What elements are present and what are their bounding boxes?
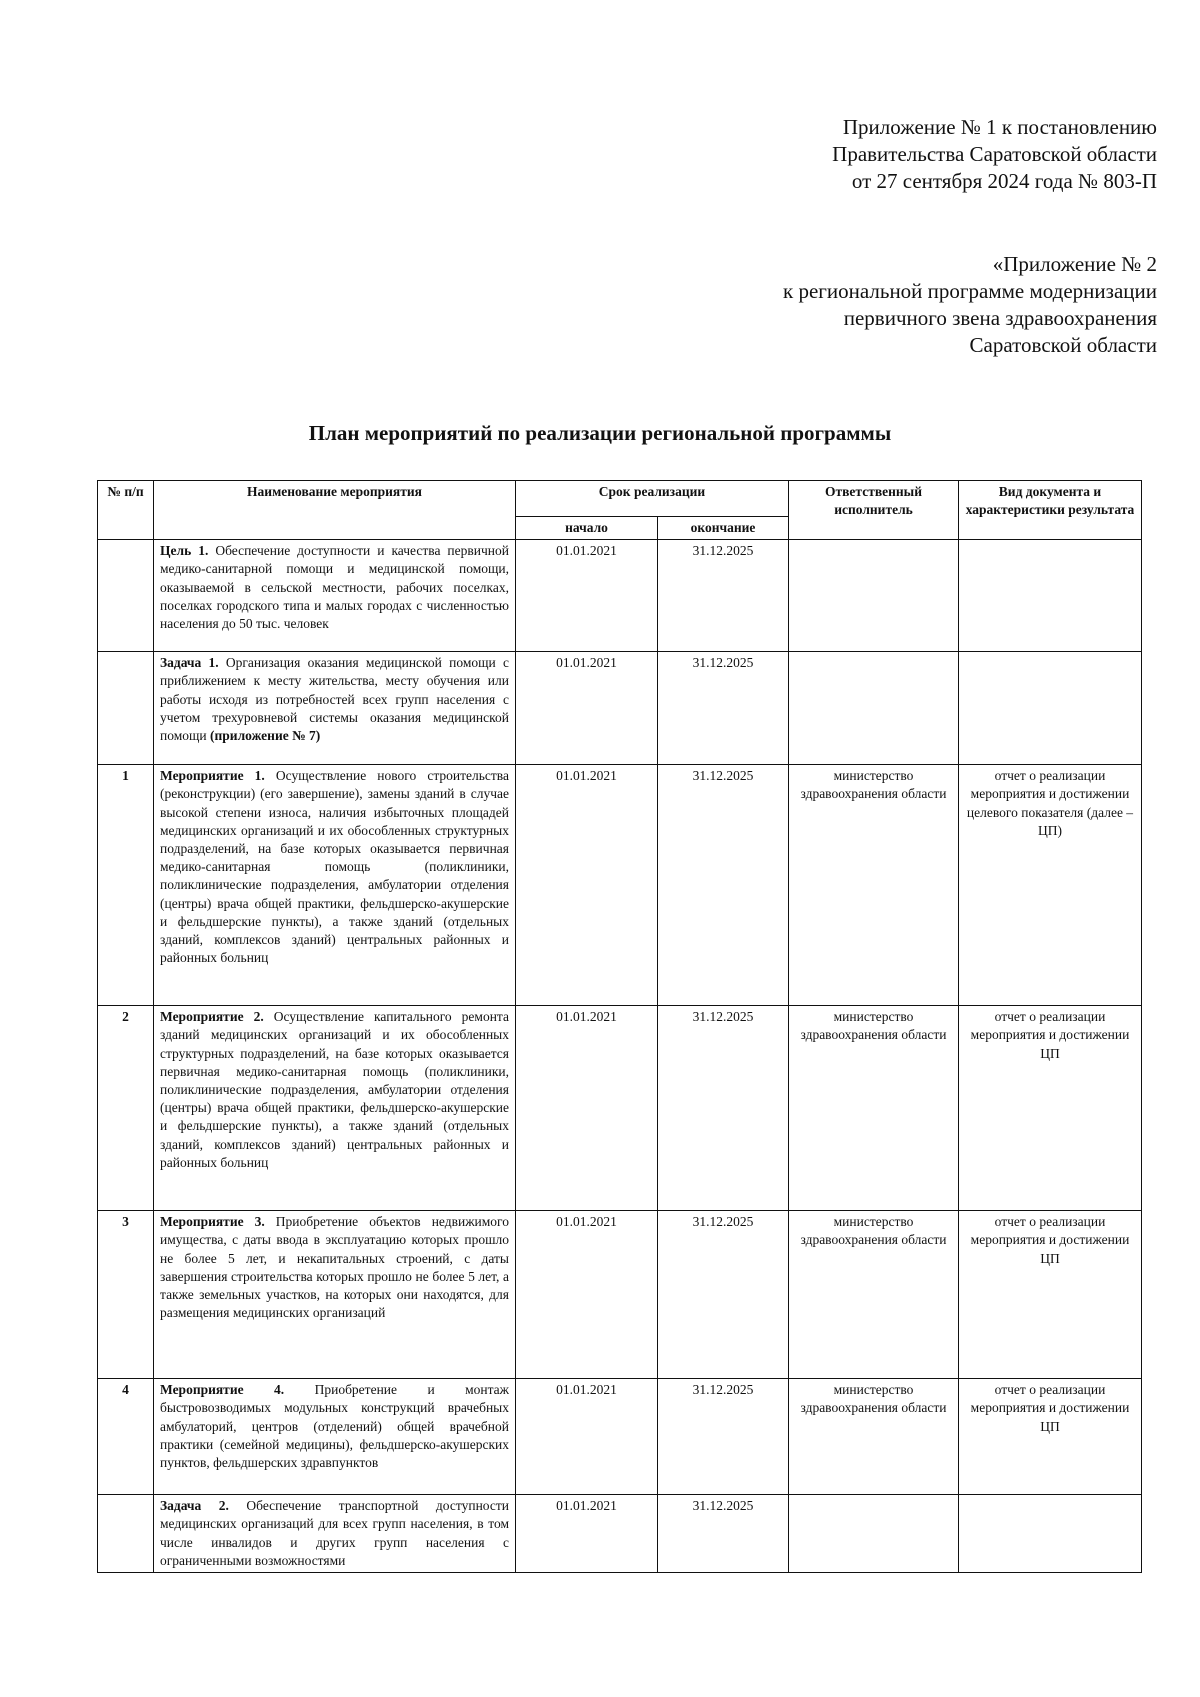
row-name: [154, 765, 516, 1006]
row-num: 1: [98, 765, 154, 1006]
header-name: Наименование мероприятия: [154, 481, 516, 540]
table-row: [98, 1379, 1142, 1495]
row-name-text: Осуществление капитального ремонта зданий медицинских организаций и их обособленных структурных подразделений, на базе которых оказывается первичная медико-санитарная помощь (поликлиники, поликлинические подразделения, амбулатории отделения (центры) врача общей практики, фельдшерско-акушерские и фельдшерские пункты), а также зданий (отдельных зданий, комплексов зданий) центральных районных и районных больниц: [160, 1009, 509, 1170]
row-end-date: 31.12.2025: [658, 540, 789, 652]
row-doc: [959, 1495, 1142, 1573]
row-name-label: Мероприятие 3.: [160, 1214, 265, 1230]
row-executor: [789, 1495, 959, 1573]
row-start-date: 01.01.2021: [516, 1379, 658, 1495]
header-num: № п/п: [98, 481, 154, 540]
row-name-text: Осуществление нового строительства (реконструкции) (его завершение), замены зданий в случае высокой степени износа, наличия избыточных площадей медицинских организаций и их обособленных структурных подразделений, на базе которых оказывается первичная медико-санитарная помощь (поликлиники, поликлинические подразделения, амбулатории отделения (центры) врача общей практики, фельдшерско-акушерские и фельдшерские пункты), а также зданий (отдельных зданий, комплексов зданий) центральных районных и районных больниц: [160, 768, 509, 966]
action-plan-table: [97, 480, 1142, 1573]
row-start-date: 01.01.2021: [516, 1006, 658, 1211]
appendix-header: [832, 114, 1157, 195]
appendix-header-line: Приложение № 1 к постановлению: [842, 115, 1157, 139]
header-start: начало: [516, 517, 658, 540]
row-name-label: Задача 2.: [160, 1498, 229, 1514]
row-doc: отчет о реализации мероприятия и достижении ЦП: [959, 1211, 1142, 1379]
row-name-label: Мероприятие 1.: [160, 768, 265, 784]
row-end-date: 31.12.2025: [658, 1379, 789, 1495]
program-appendix-header-line: первичного звена здравоохранения: [843, 306, 1157, 330]
program-appendix-header: [783, 251, 1157, 359]
row-executor: министерство здравоохранения области: [789, 765, 959, 1006]
row-name-text: Приобретение объектов недвижимого имущества, с даты ввода в эксплуатацию которых прошло не более 5 лет, и некапитальных строений, с даты завершения строительства которых прошло не более 5 лет, а также земельных участков, на которых они находятся, для размещения медицинских организаций: [160, 1214, 509, 1321]
table-row: [98, 1211, 1142, 1379]
row-start-date: 01.01.2021: [516, 765, 658, 1006]
row-name-label: Мероприятие 2.: [160, 1009, 264, 1025]
header-end: окончание: [658, 517, 789, 540]
row-num: 4: [98, 1379, 154, 1495]
row-name-text: Обеспечение доступности и качества первичной медико-санитарной помощи и медицинской помощи, оказываемой в сельской местности, рабочих поселках, поселках городского типа и малых городах с численностью населения до 50 тыс. человек: [160, 543, 509, 632]
row-doc: отчет о реализации мероприятия и достижении ЦП: [959, 1379, 1142, 1495]
row-name: [154, 1211, 516, 1379]
row-name-text: Приобретение и монтаж быстровозводимых модульных конструкций врачебных амбулаторий, центров (отделений) общей врачебной практики (семейной медицины), фельдшерско-акушерских пунктов, фельдшерских здравпунктов: [160, 1382, 510, 1471]
row-executor: министерство здравоохранения области: [789, 1006, 959, 1211]
row-doc: отчет о реализации мероприятия и достижении целевого показателя (далее – ЦП): [959, 765, 1142, 1006]
header-period: Срок реализации: [516, 481, 789, 517]
row-executor: [789, 540, 959, 652]
row-start-date: 01.01.2021: [516, 652, 658, 765]
row-name: [154, 1379, 516, 1495]
program-appendix-header-line: Саратовской области: [969, 333, 1157, 357]
row-num: [98, 652, 154, 765]
row-name: [154, 1006, 516, 1211]
row-end-date: 31.12.2025: [658, 1211, 789, 1379]
row-doc: [959, 652, 1142, 765]
row-name-text: Организация оказания медицинской помощи с приближением к месту жительства, месту обучения или работы исходя из потребностей всех групп населения с учетом трехуровневой системы оказания медицинской помощи: [160, 655, 509, 744]
row-executor: [789, 652, 959, 765]
table-row: [98, 652, 1142, 765]
row-name-label: Мероприятие 4.: [160, 1382, 285, 1398]
row-executor: министерство здравоохранения области: [789, 1211, 959, 1379]
row-name-text: Обеспечение транспортной доступности медицинских организаций для всех групп населения, в том числе инвалидов и других групп населения с ограниченными возможностями: [160, 1498, 509, 1568]
row-start-date: 01.01.2021: [516, 1495, 658, 1573]
row-name-label: Цель 1.: [160, 543, 209, 559]
table-row: [98, 1006, 1142, 1211]
row-num: [98, 1495, 154, 1573]
row-end-date: 31.12.2025: [658, 765, 789, 1006]
header-doc: Вид документа и характеристики результата: [959, 481, 1142, 540]
row-name: [154, 1495, 516, 1573]
table-row: [98, 765, 1142, 1006]
row-end-date: 31.12.2025: [658, 1495, 789, 1573]
row-start-date: 01.01.2021: [516, 540, 658, 652]
row-start-date: 01.01.2021: [516, 1211, 658, 1379]
program-appendix-header-line: «Приложение № 2: [992, 252, 1157, 276]
row-executor: министерство здравоохранения области: [789, 1379, 959, 1495]
row-name: [154, 540, 516, 652]
table-row: [98, 540, 1142, 652]
row-name: [154, 652, 516, 765]
table-row: [98, 1495, 1142, 1573]
row-num: [98, 540, 154, 652]
header-executor: Ответственный исполнитель: [789, 481, 959, 540]
row-end-date: 31.12.2025: [658, 652, 789, 765]
row-num: 2: [98, 1006, 154, 1211]
document-title: План мероприятий по реализации региональной программы: [308, 421, 892, 445]
appendix-header-line: Правительства Саратовской области: [832, 142, 1157, 166]
row-num: 3: [98, 1211, 154, 1379]
row-doc: [959, 540, 1142, 652]
row-doc: отчет о реализации мероприятия и достижении ЦП: [959, 1006, 1142, 1211]
appendix-header-line: от 27 сентября 2024 года № 803-П: [851, 169, 1157, 193]
row-end-date: 31.12.2025: [658, 1006, 789, 1211]
row-name-label: Задача 1.: [160, 655, 219, 671]
program-appendix-header-line: к региональной программе модернизации: [783, 279, 1157, 303]
row-name-tail: (приложение № 7): [210, 728, 321, 744]
